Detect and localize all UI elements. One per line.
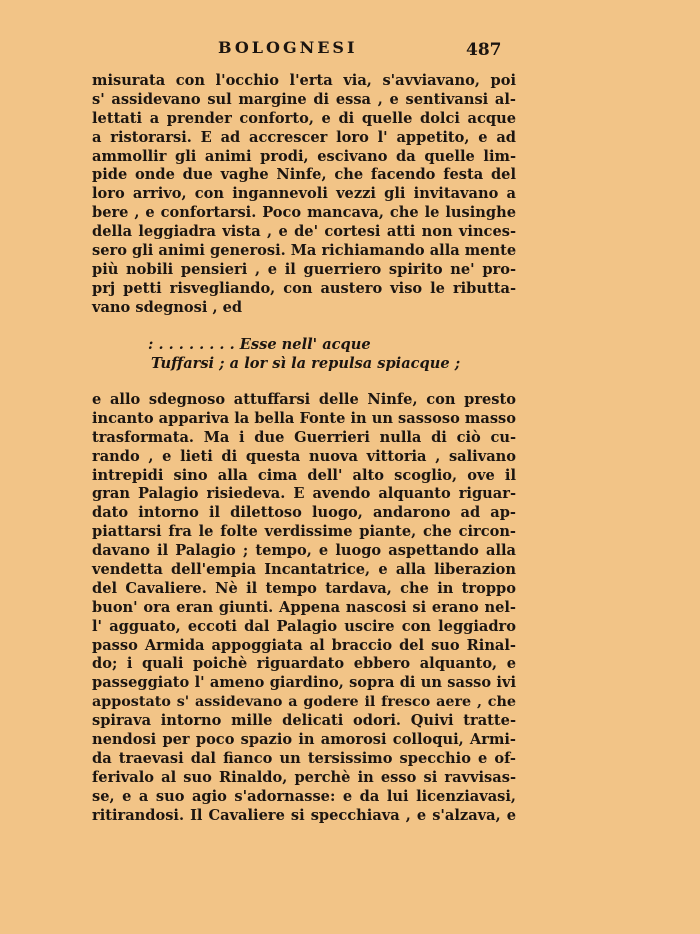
text-line: misurata con l'occhio l'erta via, s'avviavano, poi	[92, 72, 516, 89]
text-line: appostato s' assidevano a godere il fresco aere , che	[92, 694, 516, 711]
verse-quote	[148, 336, 488, 374]
verse-line: Tuffarsi ; a lor sì la repulsa spiacque ;	[151, 354, 461, 372]
text-line: gran Palagio risiedeva. E avendo alquanto riguar-	[92, 485, 516, 503]
text-line: incanto appariva la bella Fonte in un sassoso masso	[92, 409, 516, 427]
text-line: davano il Palagio ; tempo, e luogo aspettando alla	[92, 542, 516, 560]
text-line: ritirandosi. Il Cavaliere si specchiava , e s'alzava, e	[92, 806, 516, 824]
text-line: ferivalo al suo Rinaldo, perchè in esso si ravvisas-	[92, 768, 516, 786]
text-line: più nobili pensieri , e il guerriero spirito ne' pro-	[92, 260, 516, 278]
text-line: del Cavaliere. Nè il tempo tardava, che in troppo	[92, 579, 516, 597]
text-line: passo Armida appoggiata al braccio del suo Rinal-	[92, 636, 516, 654]
text-line: se, e a suo agio s'adornasse: e da lui licenziavasi,	[92, 787, 516, 805]
running-title: BOLOGNESI	[218, 38, 358, 57]
text-line: l' agguato, eccoti dal Palagio uscire con leggiadro	[92, 617, 516, 635]
text-line: trasformata. Ma i due Guerrieri nulla di ciò cu-	[92, 428, 516, 446]
text-line: dato intorno il dilettoso luogo, andarono ad ap-	[92, 504, 516, 522]
text-line: da traevasi dal fianco un tersissimo specchio e of-	[92, 749, 516, 767]
text-line: vendetta dell'empia Incantatrice, e alla liberazion	[92, 561, 516, 579]
text-line: rando , e lieti di questa nuova vittoria , salivano	[92, 447, 516, 465]
text-line: e allo sdegnoso attuffarsi delle Ninfe, con presto	[92, 391, 516, 408]
text-line: piattarsi fra le folte verdissime piante, che circon-	[92, 523, 516, 541]
text-line: s' assidevano sul margine di essa , e sentivansi al-	[92, 90, 516, 108]
text-line: a ristorarsi. E ad accrescer loro l' appetito, e ad	[92, 128, 516, 146]
text-line: intrepidi sino alla cima dell' alto scoglio, ove il	[92, 466, 516, 484]
text-line: buon' ora eran giunti. Appena nascosi si erano nel-	[92, 598, 516, 616]
paragraph-1	[92, 72, 516, 318]
verse-line: : . . . . . . . . Esse nell' acque	[148, 336, 371, 353]
text-line: pide onde due vaghe Ninfe, che facendo festa del	[92, 166, 516, 184]
text-line: della leggiadra vista , e de' cortesi atti non vinces-	[92, 223, 516, 241]
text-line: prj petti risvegliando, con austero viso le ributta-	[92, 279, 516, 297]
text-line: do; i quali poichè riguardato ebbero alquanto, e	[92, 655, 516, 673]
text-line: passeggiato l' ameno giardino, sopra di un sasso ivi	[92, 674, 516, 692]
text-line: bere , e confortarsi. Poco mancava, che le lusinghe	[92, 204, 516, 222]
text-line: sero gli animi generosi. Ma richiamando alla mente	[92, 242, 517, 260]
text-line: lettati a prender conforto, e di quelle dolci acque	[92, 109, 516, 127]
page-number: 487	[466, 40, 502, 60]
paragraph-2	[92, 391, 516, 825]
text-line: vano sdegnosi , ed	[92, 298, 243, 316]
text-line: ammollir gli animi prodi, escivano da quelle lim-	[92, 147, 516, 165]
text-line: spirava intorno mille delicati odori. Quivi tratte-	[92, 712, 516, 730]
text-line: loro arrivo, con ingannevoli vezzi gli invitavano a	[92, 185, 516, 203]
text-line: nendosi per poco spazio in amorosi colloqui, Armi-	[92, 731, 516, 749]
